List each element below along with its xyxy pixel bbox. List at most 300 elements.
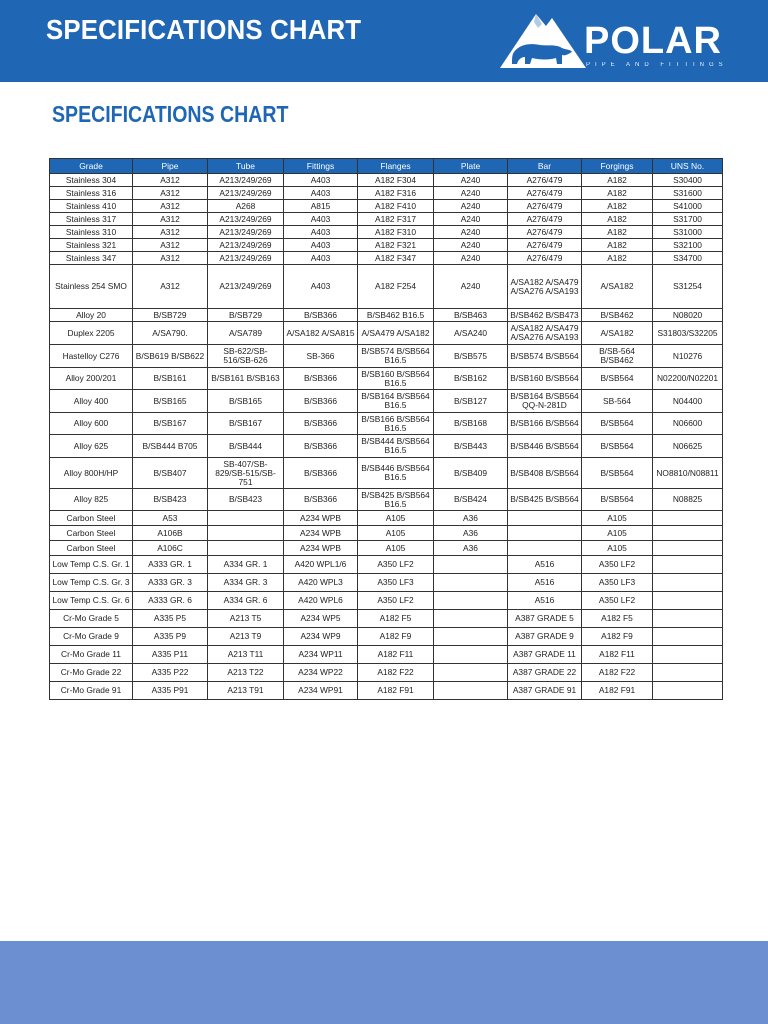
grade-cell: Cr-Mo Grade 11 xyxy=(50,646,133,664)
table-cell: B/SB160 B/SB564 B16.5 xyxy=(358,368,434,390)
table-row xyxy=(50,368,723,390)
table-cell: A350 LF3 xyxy=(582,574,653,592)
table-cell: A335 P5 xyxy=(133,610,208,628)
table-cell: B/SB168 xyxy=(434,413,508,435)
table-cell: A234 WP22 xyxy=(284,664,358,682)
table-cell: A182 F317 xyxy=(358,213,434,226)
table-cell xyxy=(208,541,284,556)
table-cell: B/SB619 B/SB622 xyxy=(133,345,208,368)
table-cell: A/SA479 A/SA182 xyxy=(358,322,434,345)
grade-cell: Stainless 254 SMO xyxy=(50,265,133,309)
table-cell: A516 xyxy=(508,574,582,592)
table-cell xyxy=(434,610,508,628)
table-cell: A312 xyxy=(133,265,208,309)
page-title: SPECIFICATIONS CHART xyxy=(52,101,289,127)
table-cell: S32100 xyxy=(653,239,723,252)
grade-cell: Duplex 2205 xyxy=(50,322,133,345)
table-cell: A213 T22 xyxy=(208,664,284,682)
table-cell: A334 GR. 3 xyxy=(208,574,284,592)
table-cell: A213/249/269 xyxy=(208,265,284,309)
table-cell: A334 GR. 6 xyxy=(208,592,284,610)
column-header: Tube xyxy=(208,159,284,174)
table-cell: A240 xyxy=(434,213,508,226)
table-cell: B/SB127 xyxy=(434,390,508,413)
grade-cell: Alloy 200/201 xyxy=(50,368,133,390)
table-cell: A276/479 xyxy=(508,174,582,187)
grade-cell: Stainless 317 xyxy=(50,213,133,226)
table-row xyxy=(50,226,723,239)
table-cell: A420 WPL6 xyxy=(284,592,358,610)
table-cell: B/SB164 B/SB564 QQ-N-281D xyxy=(508,390,582,413)
table-cell: A213 T91 xyxy=(208,682,284,700)
table-cell: A106C xyxy=(133,541,208,556)
table-cell: A/SA182 xyxy=(582,322,653,345)
table-cell: A240 xyxy=(434,187,508,200)
table-row xyxy=(50,345,723,368)
table-cell: A182 F9 xyxy=(582,628,653,646)
table-body xyxy=(50,174,723,700)
grade-cell: Alloy 400 xyxy=(50,390,133,413)
table-cell: B/SB408 B/SB564 xyxy=(508,458,582,489)
table-cell: B/SB161 B/SB163 xyxy=(208,368,284,390)
table-cell: A335 P11 xyxy=(133,646,208,664)
table-row xyxy=(50,200,723,213)
table-cell: A/SA789 xyxy=(208,322,284,345)
table-row xyxy=(50,239,723,252)
table-cell: B/SB443 xyxy=(434,435,508,458)
grade-cell: Hastelloy C276 xyxy=(50,345,133,368)
table-cell: A182 F91 xyxy=(358,682,434,700)
table-cell: A335 P9 xyxy=(133,628,208,646)
table-cell: NO8810/N08811 xyxy=(653,458,723,489)
logo-wordmark: POLAR xyxy=(584,20,722,62)
table-cell: B/SB564 xyxy=(582,435,653,458)
table-cell: A182 F254 xyxy=(358,265,434,309)
table-cell: A240 xyxy=(434,265,508,309)
table-cell: S31000 xyxy=(653,226,723,239)
table-cell: A/SA182 A/SA479 A/SA276 A/SA193 xyxy=(508,322,582,345)
table-row xyxy=(50,556,723,574)
table-cell: A403 xyxy=(284,239,358,252)
column-header: UNS No. xyxy=(653,159,723,174)
table-cell: A213/249/269 xyxy=(208,187,284,200)
table-cell: B/SB366 xyxy=(284,390,358,413)
table-cell: N10276 xyxy=(653,345,723,368)
table-cell: B/SB167 xyxy=(208,413,284,435)
table-cell xyxy=(434,646,508,664)
table-row xyxy=(50,646,723,664)
table-row xyxy=(50,174,723,187)
table-cell: B/SB425 B/SB564 xyxy=(508,489,582,511)
table-cell: A213/249/269 xyxy=(208,252,284,265)
table-cell: A350 LF2 xyxy=(358,592,434,610)
table-cell: S31700 xyxy=(653,213,723,226)
table-cell: A234 WPB xyxy=(284,526,358,541)
table-cell: A213/249/269 xyxy=(208,226,284,239)
table-cell: B/SB407 xyxy=(133,458,208,489)
column-header: Bar xyxy=(508,159,582,174)
table-cell: A350 LF2 xyxy=(582,592,653,610)
table-cell: A335 P91 xyxy=(133,682,208,700)
grade-cell: Stainless 304 xyxy=(50,174,133,187)
table-cell: A312 xyxy=(133,213,208,226)
table-row xyxy=(50,682,723,700)
table-cell: A36 xyxy=(434,541,508,556)
table-row xyxy=(50,458,723,489)
grade-cell: Cr-Mo Grade 22 xyxy=(50,664,133,682)
table-cell xyxy=(653,511,723,526)
grade-cell: Alloy 600 xyxy=(50,413,133,435)
table-cell: A/SA240 xyxy=(434,322,508,345)
table-cell: A333 GR. 1 xyxy=(133,556,208,574)
grade-cell: Alloy 800H/HP xyxy=(50,458,133,489)
table-cell: B/SB166 B/SB564 B16.5 xyxy=(358,413,434,435)
table-row xyxy=(50,664,723,682)
table-cell: S31803/S32205 xyxy=(653,322,723,345)
table-cell: A213/249/269 xyxy=(208,174,284,187)
table-cell: B/SB462 B/SB473 xyxy=(508,309,582,322)
table-cell: B/SB564 xyxy=(582,413,653,435)
table-cell: A182 F9 xyxy=(358,628,434,646)
grade-cell: Stainless 321 xyxy=(50,239,133,252)
table-cell: A182 F5 xyxy=(582,610,653,628)
table-cell: B/SB166 B/SB564 xyxy=(508,413,582,435)
table-cell: A182 F316 xyxy=(358,187,434,200)
table-cell xyxy=(434,592,508,610)
table-cell: B/SB424 xyxy=(434,489,508,511)
table-row xyxy=(50,592,723,610)
grade-cell: Alloy 20 xyxy=(50,309,133,322)
grade-cell: Carbon Steel xyxy=(50,526,133,541)
table-cell: A387 GRADE 11 xyxy=(508,646,582,664)
table-row xyxy=(50,610,723,628)
table-cell: A213 T9 xyxy=(208,628,284,646)
table-cell: A182 F347 xyxy=(358,252,434,265)
table-cell: B/SB574 B/SB564 B16.5 xyxy=(358,345,434,368)
table-cell: A105 xyxy=(358,511,434,526)
specifications-table xyxy=(49,158,723,700)
table-cell xyxy=(508,526,582,541)
table-cell: A234 WP11 xyxy=(284,646,358,664)
column-header: Forgings xyxy=(582,159,653,174)
table-cell: B/SB444 B/SB564 B16.5 xyxy=(358,435,434,458)
table-cell: A350 LF3 xyxy=(358,574,434,592)
table-cell: A53 xyxy=(133,511,208,526)
table-cell: A182 F5 xyxy=(358,610,434,628)
table-cell: A312 xyxy=(133,200,208,213)
table-cell: N02200/N02201 xyxy=(653,368,723,390)
table-row xyxy=(50,390,723,413)
table-cell: B/SB446 B/SB564 xyxy=(508,435,582,458)
grade-cell: Stainless 316 xyxy=(50,187,133,200)
table-cell: A234 WPB xyxy=(284,541,358,556)
table-cell: A182 xyxy=(582,226,653,239)
table-row xyxy=(50,252,723,265)
table-cell: B/SB366 xyxy=(284,435,358,458)
table-cell: A182 F22 xyxy=(358,664,434,682)
table-cell xyxy=(653,610,723,628)
table-cell xyxy=(434,628,508,646)
table-cell: A312 xyxy=(133,239,208,252)
table-cell: B/SB729 xyxy=(133,309,208,322)
table-cell: A276/479 xyxy=(508,213,582,226)
table-cell: A240 xyxy=(434,252,508,265)
table-cell: B/SB162 xyxy=(434,368,508,390)
table-cell: A312 xyxy=(133,252,208,265)
table-cell: S31254 xyxy=(653,265,723,309)
table-cell: A350 LF2 xyxy=(582,556,653,574)
table-row xyxy=(50,265,723,309)
table-row xyxy=(50,541,723,556)
table-cell: A105 xyxy=(582,541,653,556)
table-cell: B/SB462 xyxy=(582,309,653,322)
table-cell xyxy=(653,574,723,592)
header-title: SPECIFICATIONS CHART xyxy=(46,14,362,45)
table-cell: A312 xyxy=(133,174,208,187)
table-cell: A213/249/269 xyxy=(208,239,284,252)
table-cell: B/SB164 B/SB564 B16.5 xyxy=(358,390,434,413)
table-cell: S30400 xyxy=(653,174,723,187)
table-cell: B/SB165 xyxy=(133,390,208,413)
table-cell: S41000 xyxy=(653,200,723,213)
table-cell: N06625 xyxy=(653,435,723,458)
table-cell: A106B xyxy=(133,526,208,541)
table-cell: A403 xyxy=(284,252,358,265)
mountain-bear-logo-icon xyxy=(496,8,588,74)
table-cell: A182 F11 xyxy=(582,646,653,664)
table-cell: B/SB165 xyxy=(208,390,284,413)
table-cell: A105 xyxy=(358,526,434,541)
table-cell: A268 xyxy=(208,200,284,213)
table-row xyxy=(50,489,723,511)
table-cell: N08825 xyxy=(653,489,723,511)
table-cell xyxy=(653,526,723,541)
table-cell: A240 xyxy=(434,226,508,239)
table-cell: A387 GRADE 9 xyxy=(508,628,582,646)
table-cell: A234 WP91 xyxy=(284,682,358,700)
table-row xyxy=(50,322,723,345)
table-cell: A105 xyxy=(582,526,653,541)
table-cell: A182 F410 xyxy=(358,200,434,213)
table-cell: A234 WP9 xyxy=(284,628,358,646)
table-cell: A815 xyxy=(284,200,358,213)
table-cell: B/SB167 xyxy=(133,413,208,435)
table-cell xyxy=(653,541,723,556)
table-cell: A36 xyxy=(434,526,508,541)
table-cell: A276/479 xyxy=(508,239,582,252)
header-bar xyxy=(0,0,768,82)
table-row xyxy=(50,413,723,435)
table-cell: B/SB444 xyxy=(208,435,284,458)
table-cell: N06600 xyxy=(653,413,723,435)
grade-cell: Cr-Mo Grade 5 xyxy=(50,610,133,628)
table-cell: A403 xyxy=(284,187,358,200)
table-cell: A403 xyxy=(284,226,358,239)
table-cell: A420 WPL1/6 xyxy=(284,556,358,574)
table-cell: B/SB-564 B/SB462 xyxy=(582,345,653,368)
table-cell: B/SB463 xyxy=(434,309,508,322)
table-cell: B/SB425 B/SB564 B16.5 xyxy=(358,489,434,511)
table-cell: A182 xyxy=(582,187,653,200)
table-cell: A350 LF2 xyxy=(358,556,434,574)
table-cell: A182 F310 xyxy=(358,226,434,239)
table-cell: A333 GR. 3 xyxy=(133,574,208,592)
table-row xyxy=(50,309,723,322)
column-header: Fittings xyxy=(284,159,358,174)
table-cell: B/SB462 B16.5 xyxy=(358,309,434,322)
table-cell: A182 F11 xyxy=(358,646,434,664)
table-cell: A387 GRADE 91 xyxy=(508,682,582,700)
table-cell: A182 xyxy=(582,213,653,226)
table-cell: N04400 xyxy=(653,390,723,413)
table-cell: A335 P22 xyxy=(133,664,208,682)
table-cell: A240 xyxy=(434,174,508,187)
table-cell: A420 WPL3 xyxy=(284,574,358,592)
table-cell: A516 xyxy=(508,556,582,574)
table-header-row xyxy=(50,159,723,174)
table-cell: B/SB423 xyxy=(133,489,208,511)
table-cell xyxy=(653,646,723,664)
table-cell xyxy=(508,511,582,526)
table-cell xyxy=(653,664,723,682)
table-cell: A182 F321 xyxy=(358,239,434,252)
table-cell xyxy=(434,664,508,682)
column-header: Flanges xyxy=(358,159,434,174)
table-cell: A105 xyxy=(582,511,653,526)
table-row xyxy=(50,435,723,458)
table-cell xyxy=(434,682,508,700)
grade-cell: Stainless 347 xyxy=(50,252,133,265)
grade-cell: Alloy 625 xyxy=(50,435,133,458)
grade-cell: Stainless 410 xyxy=(50,200,133,213)
table-cell: B/SB564 xyxy=(582,458,653,489)
table-cell: B/SB160 B/SB564 xyxy=(508,368,582,390)
table-cell xyxy=(653,628,723,646)
table-cell: A36 xyxy=(434,511,508,526)
table-cell: A234 WP5 xyxy=(284,610,358,628)
table-cell: A182 xyxy=(582,174,653,187)
table-cell: A105 xyxy=(358,541,434,556)
table-cell: A403 xyxy=(284,174,358,187)
table-cell: A403 xyxy=(284,265,358,309)
table-cell xyxy=(653,682,723,700)
table-cell: A182 F304 xyxy=(358,174,434,187)
table-cell: A276/479 xyxy=(508,187,582,200)
table-cell: B/SB564 xyxy=(582,489,653,511)
table-cell: A312 xyxy=(133,187,208,200)
grade-cell: Low Temp C.S. Gr. 3 xyxy=(50,574,133,592)
table-cell: N08020 xyxy=(653,309,723,322)
table-cell: B/SB161 xyxy=(133,368,208,390)
table-cell: A276/479 xyxy=(508,200,582,213)
table-cell: A276/479 xyxy=(508,252,582,265)
table-cell: A312 xyxy=(133,226,208,239)
table-cell: A387 GRADE 5 xyxy=(508,610,582,628)
table-row xyxy=(50,511,723,526)
table-cell xyxy=(508,541,582,556)
table-cell xyxy=(208,511,284,526)
table-cell: S31600 xyxy=(653,187,723,200)
table-cell xyxy=(653,556,723,574)
table-cell: A213 T11 xyxy=(208,646,284,664)
footer-bar xyxy=(0,941,768,1024)
table-row xyxy=(50,574,723,592)
table-cell: B/SB423 xyxy=(208,489,284,511)
grade-cell: Carbon Steel xyxy=(50,511,133,526)
table-cell xyxy=(434,556,508,574)
polar-logo xyxy=(496,8,726,74)
table-cell: A334 GR. 1 xyxy=(208,556,284,574)
table-row xyxy=(50,628,723,646)
table-cell: B/SB444 B705 xyxy=(133,435,208,458)
table-cell xyxy=(208,526,284,541)
table-cell: A213/249/269 xyxy=(208,213,284,226)
table-row xyxy=(50,213,723,226)
table-cell: A182 F91 xyxy=(582,682,653,700)
table-cell: B/SB409 xyxy=(434,458,508,489)
table-cell: A/SA182 xyxy=(582,265,653,309)
column-header: Grade xyxy=(50,159,133,174)
table-cell: B/SB366 xyxy=(284,309,358,322)
table-cell: S34700 xyxy=(653,252,723,265)
table-cell: A182 xyxy=(582,200,653,213)
table-cell xyxy=(653,592,723,610)
table-cell: A213 T5 xyxy=(208,610,284,628)
table-cell: B/SB366 xyxy=(284,368,358,390)
table-cell: B/SB575 xyxy=(434,345,508,368)
table-cell: A403 xyxy=(284,213,358,226)
table-cell: A516 xyxy=(508,592,582,610)
table-cell: A/SA182 A/SA479 A/SA276 A/SA193 xyxy=(508,265,582,309)
table-cell: A240 xyxy=(434,200,508,213)
table-cell: A234 WPB xyxy=(284,511,358,526)
table-row xyxy=(50,187,723,200)
grade-cell: Alloy 825 xyxy=(50,489,133,511)
grade-cell: Low Temp C.S. Gr. 1 xyxy=(50,556,133,574)
table-cell: B/SB574 B/SB564 xyxy=(508,345,582,368)
table-cell: A182 xyxy=(582,252,653,265)
grade-cell: Stainless 310 xyxy=(50,226,133,239)
grade-cell: Cr-Mo Grade 9 xyxy=(50,628,133,646)
table-cell: B/SB446 B/SB564 B16.5 xyxy=(358,458,434,489)
table-cell: B/SB366 xyxy=(284,458,358,489)
table-cell: B/SB366 xyxy=(284,489,358,511)
table-row xyxy=(50,526,723,541)
table-cell xyxy=(434,574,508,592)
table-cell: SB-407/SB-829/SB-515/SB-751 xyxy=(208,458,284,489)
table-cell: A/SA790. xyxy=(133,322,208,345)
table-cell: A182 xyxy=(582,239,653,252)
grade-cell: Low Temp C.S. Gr. 6 xyxy=(50,592,133,610)
table-cell: A182 F22 xyxy=(582,664,653,682)
table-cell: B/SB564 xyxy=(582,368,653,390)
table-cell: SB-366 xyxy=(284,345,358,368)
logo-tagline: PIPE AND FITTINGS xyxy=(586,62,728,68)
table-cell: A240 xyxy=(434,239,508,252)
table-cell: B/SB366 xyxy=(284,413,358,435)
table-cell: A387 GRADE 22 xyxy=(508,664,582,682)
table-cell: SB-564 xyxy=(582,390,653,413)
table-cell: A276/479 xyxy=(508,226,582,239)
grade-cell: Carbon Steel xyxy=(50,541,133,556)
table-cell: B/SB729 xyxy=(208,309,284,322)
table-cell: A/SA182 A/SA815 xyxy=(284,322,358,345)
grade-cell: Cr-Mo Grade 91 xyxy=(50,682,133,700)
column-header: Plate xyxy=(434,159,508,174)
table-cell: SB-622/SB-516/SB-626 xyxy=(208,345,284,368)
table-cell: A333 GR. 6 xyxy=(133,592,208,610)
column-header: Pipe xyxy=(133,159,208,174)
